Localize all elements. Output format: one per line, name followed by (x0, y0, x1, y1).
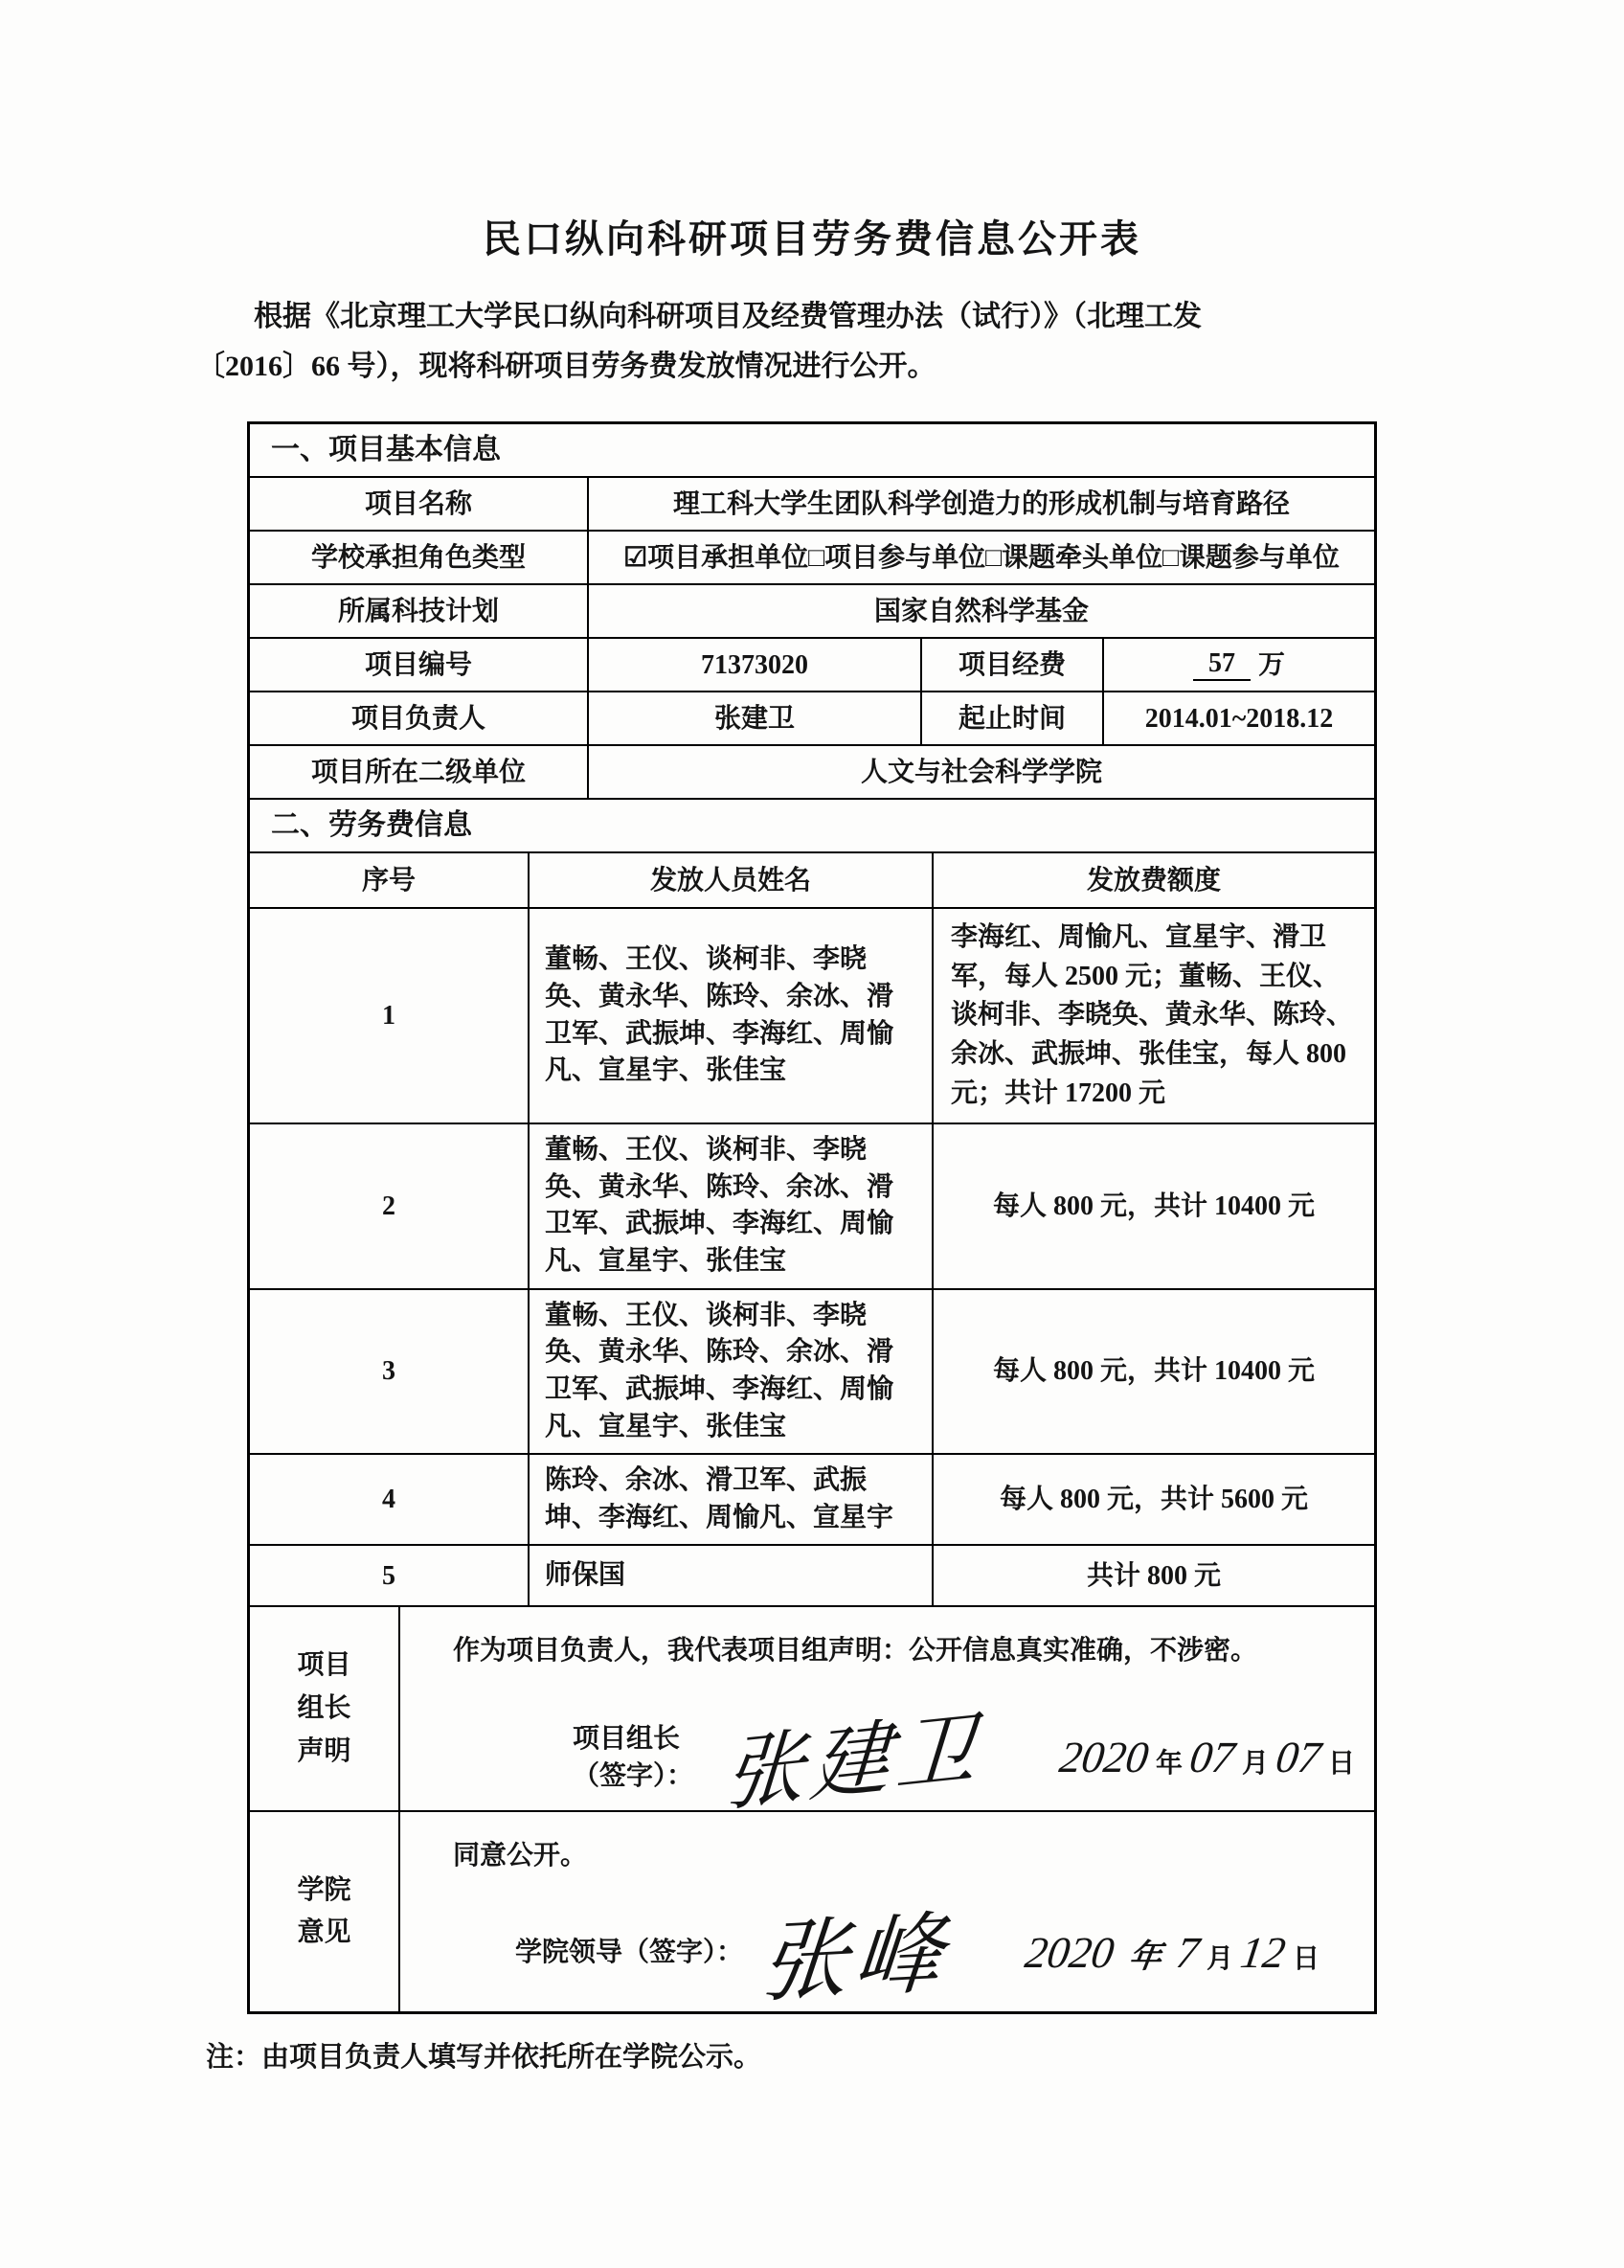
leader-statement-row (250, 1605, 1374, 1822)
fee-row-1-no: 1 (382, 1001, 395, 1032)
code-fund-row (250, 637, 1374, 691)
fund-amount: 57 (1193, 648, 1251, 681)
pi-period-row (250, 691, 1374, 744)
fee-row-5-amount: 共计 800 元 (932, 1546, 1374, 1605)
plan-value: 国家自然科学基金 (587, 585, 1374, 637)
col-header-names: 发放人员姓名 (528, 853, 932, 907)
leader-statement-label (250, 1607, 398, 1810)
college-date-year-suffix: 年 (1126, 1939, 1164, 1975)
leader-sign-label: 项目组长（签字）： (573, 1723, 694, 1791)
college-signature-handwriting: 张峰 (756, 1904, 953, 2013)
plan-label: 所属科技计划 (337, 596, 499, 626)
college-date-month-suffix: 月 (1207, 1943, 1234, 1974)
leader-statement-label-line1: 项目 (297, 1650, 351, 1681)
fee-row-5 (250, 1544, 1374, 1605)
fee-row-2 (250, 1123, 1374, 1288)
fee-row-4 (250, 1453, 1374, 1544)
fee-row-4-no: 4 (382, 1485, 395, 1515)
college-opinion-text: 同意公开。 (453, 1841, 588, 1871)
leader-sign-line (453, 1704, 1355, 1822)
project-code-label: 项目编号 (364, 649, 472, 680)
fee-row-2-names: 董畅、王仪、谈柯非、李晓奂、黄永华、陈玲、余冰、滑卫军、武振坤、李海红、周愉凡、宣星宇、张佳宝 (528, 1124, 932, 1288)
section-2-title: 二、劳务费信息 (271, 809, 472, 842)
college-date-year: 2020 (1022, 1927, 1117, 1977)
leader-statement-text: 作为项目负责人，我代表项目组声明：公开信息真实准确，不涉密。 (453, 1636, 1258, 1667)
college-sign-label: 学院领导（签字）： (515, 1938, 744, 1968)
fee-row-1-names: 董畅、王仪、谈柯非、李晓奂、黄永华、陈玲、余冰、滑卫军、武振坤、李海红、周愉凡、宣星宇、张佳宝 (528, 909, 932, 1123)
fee-row-1-amount: 李海红、周愉凡、宣星宇、滑卫军，每人 2500 元；董畅、王仪、谈柯非、李晓奂、黄永华、陈玲、余冰、武振坤、张佳宝，每人 800 元；共计 17200 元 (932, 909, 1374, 1123)
role-type-row (250, 530, 1374, 583)
fee-row-4-amount: 每人 800 元，共计 5600 元 (932, 1455, 1374, 1544)
college-opinion-label (250, 1812, 398, 2011)
college-date-day-suffix: 日 (1293, 1943, 1320, 1974)
fee-row-1 (250, 907, 1374, 1123)
leader-date-day: 07 (1273, 1732, 1324, 1781)
college-opinion-row (250, 1810, 1374, 2011)
college-opinion-label-line2: 意见 (297, 1917, 351, 1948)
fee-row-2-amount: 每人 800 元，共计 10400 元 (932, 1124, 1374, 1288)
pi-label: 项目负责人 (350, 703, 485, 734)
fund-unit: 万 (1257, 649, 1285, 680)
leader-date-month-suffix: 月 (1241, 1748, 1269, 1779)
plan-row (250, 583, 1374, 637)
leader-date-year-suffix: 年 (1155, 1748, 1183, 1779)
footnote: 注：由项目负责人填写并依托所在学院公示。 (206, 2042, 762, 2074)
col-header-index: 序号 (361, 865, 416, 896)
col-header-amount: 发放费额度 (932, 853, 1374, 907)
period-label: 起止时间 (920, 692, 1102, 744)
period-value: 2014.01~2018.12 (1102, 692, 1374, 744)
intro-line-2: 〔2016〕66 号），现将科研项目劳务费发放情况进行公开。 (196, 350, 936, 382)
college-sign-date (1018, 1922, 1320, 1984)
fee-row-2-no: 2 (382, 1191, 395, 1221)
college-date-day: 12 (1237, 1927, 1289, 1977)
fee-row-4-names: 陈玲、余冰、滑卫军、武振坤、李海红、周愉凡、宣星宇 (528, 1455, 932, 1544)
disclosure-form-table (247, 421, 1377, 2014)
role-type-label: 学校承担角色类型 (310, 542, 526, 573)
page-title: 民口纵向科研项目劳务费信息公开表 (483, 217, 1141, 261)
section-2-header-row (250, 798, 1374, 851)
project-code-value: 71373020 (587, 639, 920, 691)
intro-line-1: 根据《北京理工大学民口纵向科研项目及经费管理办法（试行）》（北理工发 (254, 301, 1202, 332)
college-opinion-body (398, 1812, 1374, 2011)
project-name-label: 项目名称 (364, 488, 472, 519)
fee-row-5-names: 师保国 (528, 1546, 932, 1605)
fee-row-3-names: 董畅、王仪、谈柯非、李晓奂、黄永华、陈玲、余冰、滑卫军、武振坤、李海红、周愉凡、宣星宇、张佳宝 (528, 1290, 932, 1454)
intro-paragraph (196, 292, 1393, 391)
pi-value: 张建卫 (587, 692, 920, 744)
fund-value (1102, 639, 1374, 691)
leader-signature-handwriting: 张建卫 (721, 1704, 985, 1822)
fee-row-3-no: 3 (382, 1356, 395, 1387)
role-type-checkboxes: ☑项目承担单位□项目参与单位□课题牵头单位□课题参与单位 (587, 532, 1374, 583)
leader-date-day-suffix: 日 (1327, 1748, 1355, 1779)
college-date-month: 7 (1173, 1927, 1203, 1977)
project-name-row (250, 476, 1374, 530)
fee-row-3-amount: 每人 800 元，共计 10400 元 (932, 1290, 1374, 1454)
fee-table-header-row (250, 851, 1374, 907)
leader-statement-label-line3: 声明 (297, 1735, 351, 1766)
fund-label: 项目经费 (920, 639, 1102, 691)
college-opinion-label-line1: 学院 (297, 1874, 351, 1905)
fee-row-5-no: 5 (382, 1560, 395, 1591)
college-sign-line (453, 1904, 1355, 2013)
unit-value: 人文与社会科学学院 (587, 746, 1374, 798)
leader-statement-label-line2: 组长 (297, 1693, 351, 1723)
leader-date-year: 2020 (1056, 1732, 1152, 1781)
leader-sign-date (1052, 1727, 1355, 1788)
project-name-value: 理工科大学生团队科学创造力的形成机制与培育路径 (587, 478, 1374, 530)
section-1-header-row (250, 424, 1374, 476)
unit-label: 项目所在二级单位 (310, 757, 526, 787)
unit-row (250, 744, 1374, 798)
leader-statement-body (398, 1607, 1374, 1822)
fee-row-3 (250, 1288, 1374, 1454)
leader-date-month: 07 (1186, 1732, 1238, 1781)
section-1-title: 一、项目基本信息 (271, 434, 501, 466)
